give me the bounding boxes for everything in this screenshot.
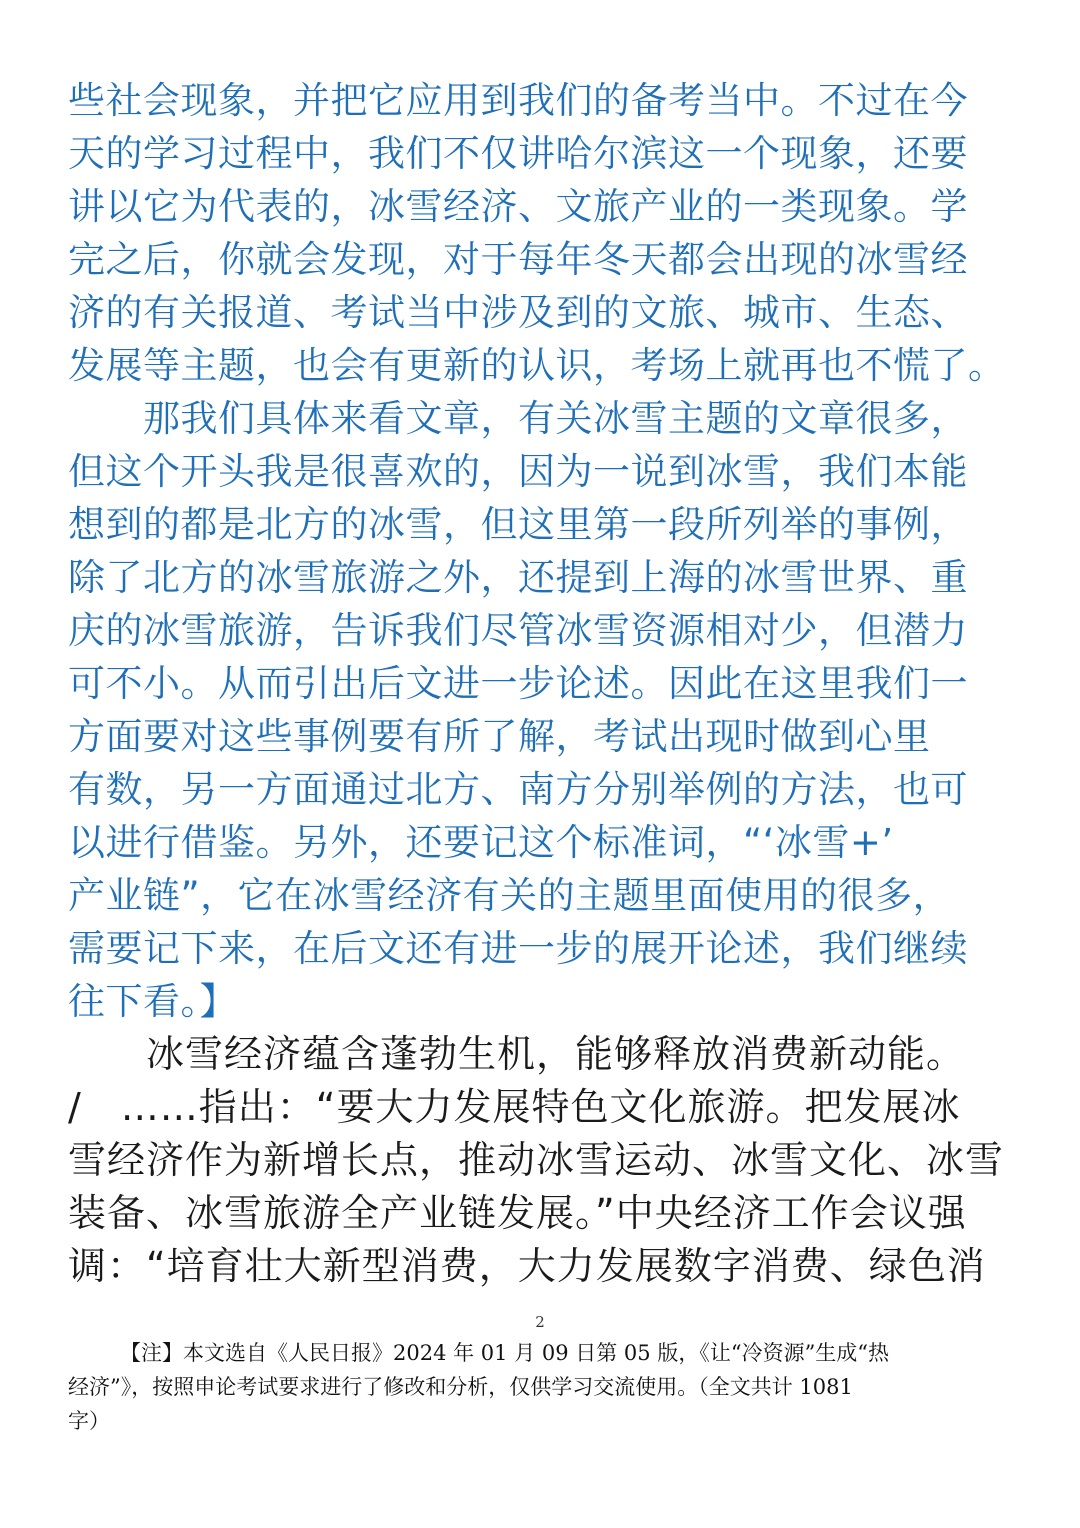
article-line: 冰雪经济蕴含蓬勃生机，能够释放消费新动能。 bbox=[68, 1032, 966, 1076]
footnote-line: 字） bbox=[68, 1409, 110, 1433]
analysis-line: 有数，另一方面通过北方、南方分别举例的方法，也可 bbox=[68, 768, 968, 811]
analysis-line: 需要记下来，在后文还有进一步的展开论述，我们继续 bbox=[68, 927, 968, 970]
analysis-line: 以进行借鉴。另外，还要记这个标准词，“‘冰雪+’ bbox=[68, 821, 894, 864]
analysis-line: 产业链”，它在冰雪经济有关的主题里面使用的很多， bbox=[68, 874, 951, 917]
page-number: 2 bbox=[535, 1313, 545, 1331]
analysis-line: 可不小。从而引出后文进一步论述。因此在这里我们一 bbox=[68, 662, 968, 705]
analysis-line: 那我们具体来看文章，有关冰雪主题的文章很多， bbox=[68, 397, 968, 440]
analysis-line: 发展等主题，也会有更新的认识，考场上就再也不慌了。 bbox=[68, 344, 1006, 387]
analysis-line: 完之后，你就会发现，对于每年冬天都会出现的冰雪经 bbox=[68, 238, 968, 281]
footnote bbox=[68, 1336, 1028, 1438]
footnote-line: 经济”》，按照申论考试要求进行了修改和分析，仅供学习交流使用。（全文共计 1081 bbox=[68, 1375, 853, 1399]
analysis-line: 天的学习过程中，我们不仅讲哈尔滨这一个现象，还要 bbox=[68, 132, 968, 175]
analysis-line: 想到的都是北方的冰雪，但这里第一段所列举的事例， bbox=[68, 503, 968, 546]
analysis-line: 些社会现象，并把它应用到我们的备考当中。不过在今 bbox=[68, 79, 968, 122]
article-line: 雪经济作为新增长点，推动冰雪运动、冰雪文化、冰雪 bbox=[68, 1138, 1005, 1182]
analysis-line: 除了北方的冰雪旅游之外，还提到上海的冰雪世界、重 bbox=[68, 556, 968, 599]
analysis-line: 往下看。】 bbox=[68, 980, 237, 1023]
analysis-line: 济的有关报道、考试当中涉及到的文旅、城市、生态、 bbox=[68, 291, 968, 334]
analysis-line: 讲以它为代表的，冰雪经济、文旅产业的一类现象。学 bbox=[68, 185, 968, 228]
article-line: / ……指出：“要大力发展特色文化旅游。把发展冰 bbox=[68, 1085, 961, 1129]
analysis-line: 但这个开头我是很喜欢的，因为一说到冰雪，我们本能 bbox=[68, 450, 968, 493]
article-line: 装备、冰雪旅游全产业链发展。”中央经济工作会议强 bbox=[68, 1191, 967, 1235]
analysis-line: 庆的冰雪旅游，告诉我们尽管冰雪资源相对少，但潜力 bbox=[68, 609, 968, 652]
footnote-line: 【注】本文选自《人民日报》2024 年 01 月 09 日第 05 版，《让“冷资源”生成“热 bbox=[120, 1341, 890, 1365]
analysis-line: 方面要对这些事例要有所了解，考试出现时做到心里 bbox=[68, 715, 931, 758]
analysis-paragraph bbox=[68, 74, 1028, 1028]
article-paragraph bbox=[68, 1028, 1028, 1293]
article-line: 调：“培育壮大新型消费，大力发展数字消费、绿色消 bbox=[68, 1244, 986, 1288]
